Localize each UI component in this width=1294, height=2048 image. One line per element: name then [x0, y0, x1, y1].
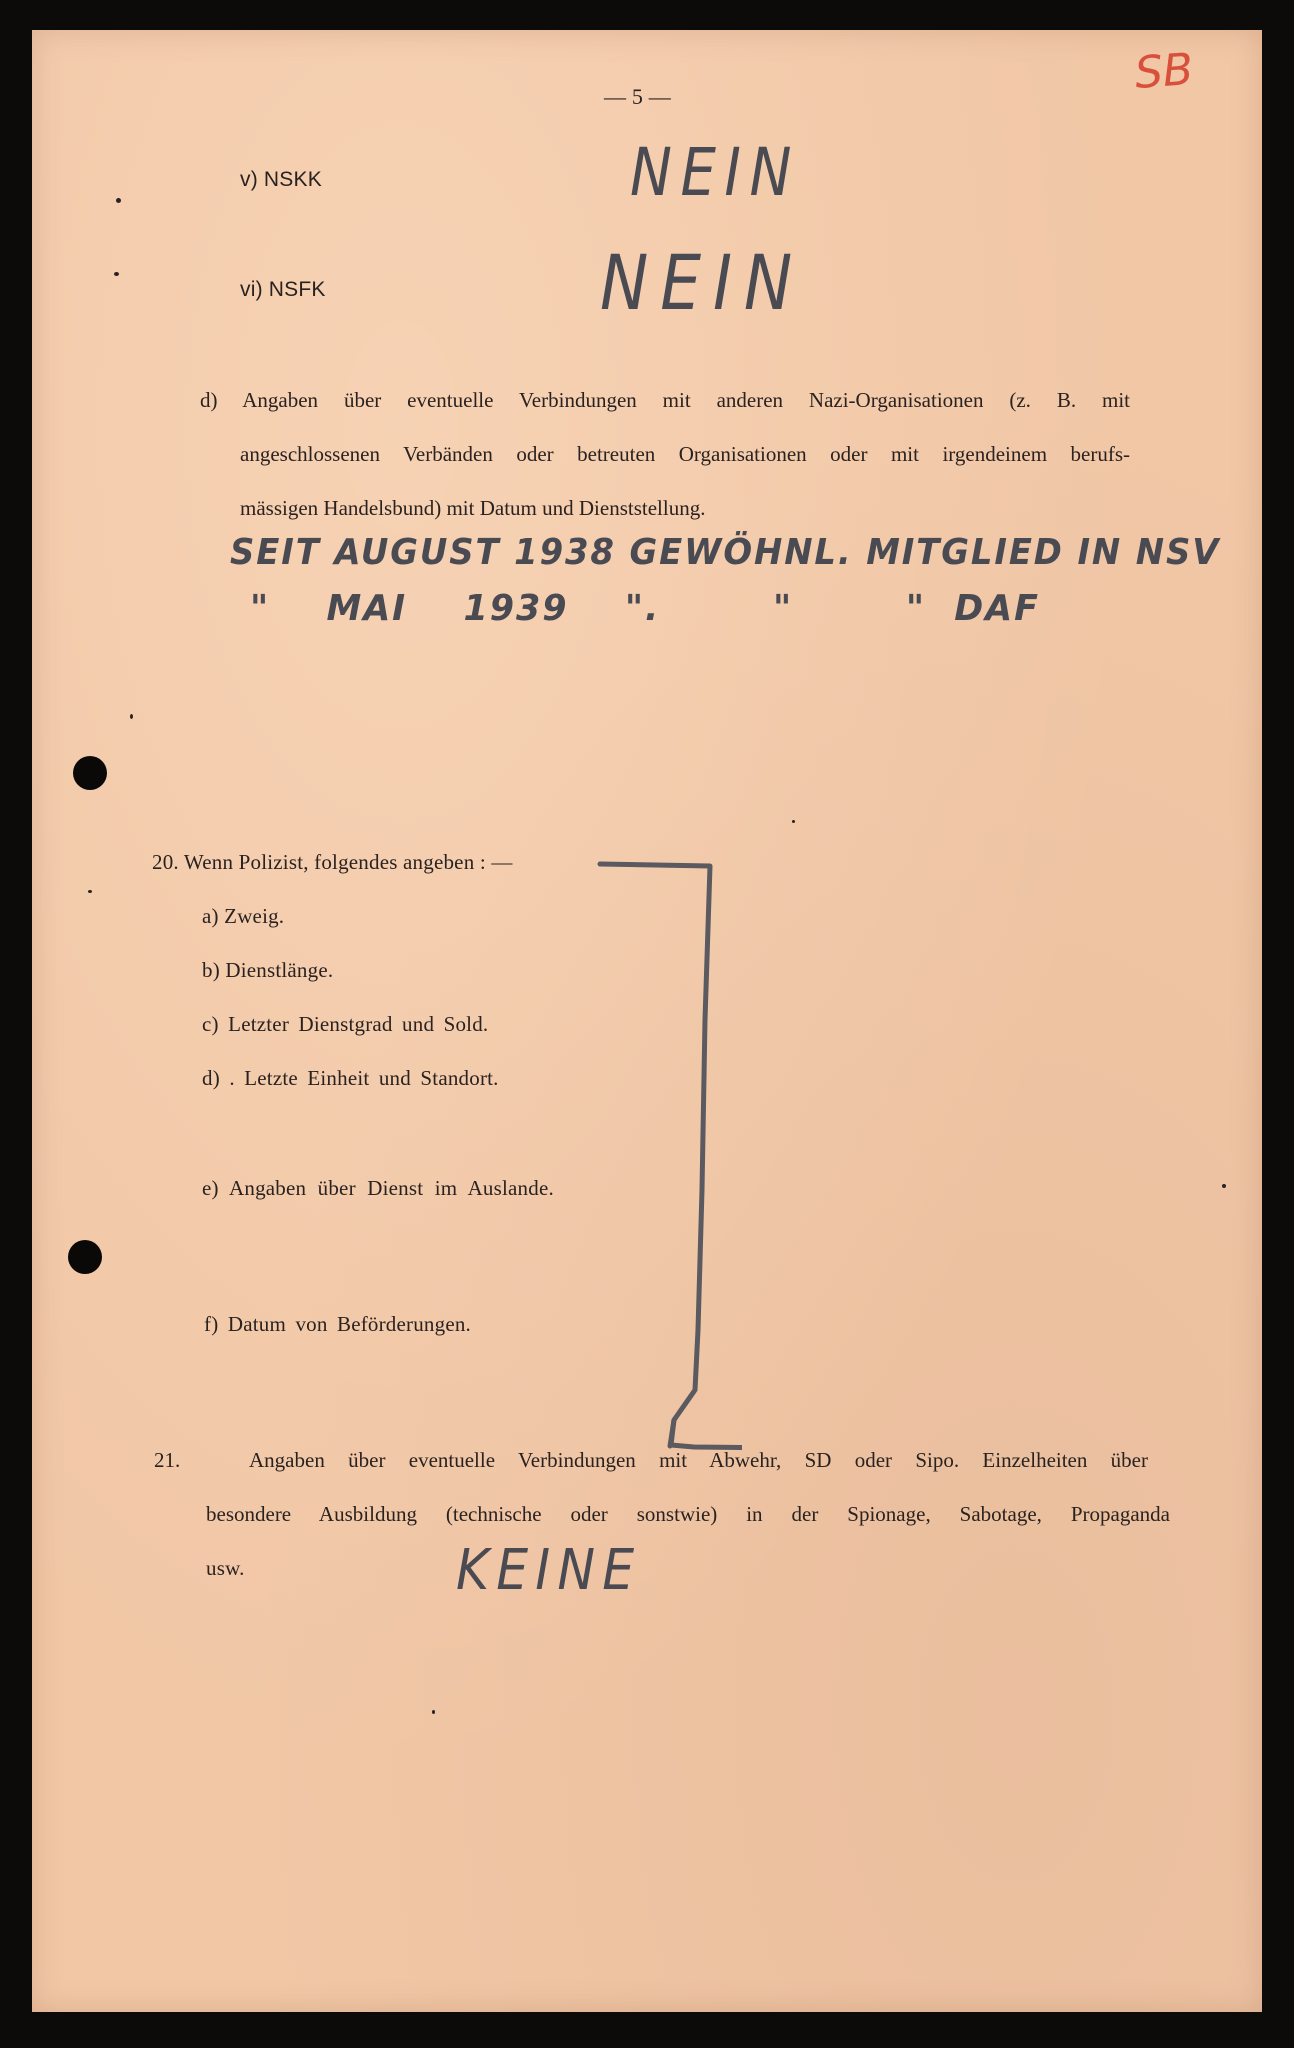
section-d-answer-line-1: SEIT AUGUST 1938 GEWÖHNL. MITGLIED IN NSV: [230, 532, 1221, 573]
item-20-d: d) . Letzte Einheit und Standort.: [202, 1066, 499, 1090]
nskk-answer: NEIN: [630, 134, 800, 211]
section-d-line-1: d) Angaben über eventuelle Verbindungen mit anderen Nazi-Organisationen (z. B. mit: [200, 388, 1130, 412]
speck: [88, 890, 92, 893]
item-20-a: a) Zweig.: [202, 904, 285, 928]
document-page: [32, 30, 1262, 2012]
nsfk-answer: NEIN: [600, 238, 805, 327]
item-21-answer: KEINE: [456, 1538, 642, 1603]
item-20-e: e) Angaben über Dienst im Auslande.: [202, 1176, 554, 1200]
section-d-answer-line-2: " MAI 1939 ". " " DAF: [250, 588, 1040, 629]
speck: [130, 714, 133, 719]
nskk-label: v) NSKK: [240, 168, 322, 191]
page-number: — 5 —: [604, 84, 671, 109]
speck: [1222, 1184, 1226, 1188]
item-20-c: c) Letzter Dienstgrad und Sold.: [202, 1012, 489, 1036]
punch-hole: [73, 756, 107, 790]
speck: [114, 272, 119, 276]
item-20-heading: 20. Wenn Polizist, folgendes angeben : —: [152, 850, 513, 874]
item-21-line-2: besondere Ausbildung (technische oder sonstwie) in der Spionage, Sabotage, Propaganda: [206, 1502, 1170, 1526]
item-20-f: f) Datum von Beförderungen.: [204, 1312, 471, 1336]
item-21-line-1: 21. Angaben über eventuelle Verbindungen mit Abwehr, SD oder Sipo. Einzelheiten über: [154, 1448, 1148, 1472]
section-d-line-3: mässigen Handelsbund) mit Datum und Dienststellung.: [240, 496, 706, 520]
speck: [432, 1710, 435, 1714]
section-d-line-2: angeschlossenen Verbänden oder betreuten Organisationen oder mit irgendeinem berufs-: [240, 442, 1130, 466]
punch-hole: [68, 1240, 102, 1274]
item-21-line-3: usw.: [206, 1556, 245, 1580]
item-20-b: b) Dienstlänge.: [202, 958, 334, 982]
nsfk-label: vi) NSFK: [240, 278, 326, 301]
speck: [116, 198, 121, 203]
corner-mark: SB: [1133, 44, 1195, 99]
pencil-bracket: [592, 850, 742, 1460]
speck: [792, 820, 795, 823]
